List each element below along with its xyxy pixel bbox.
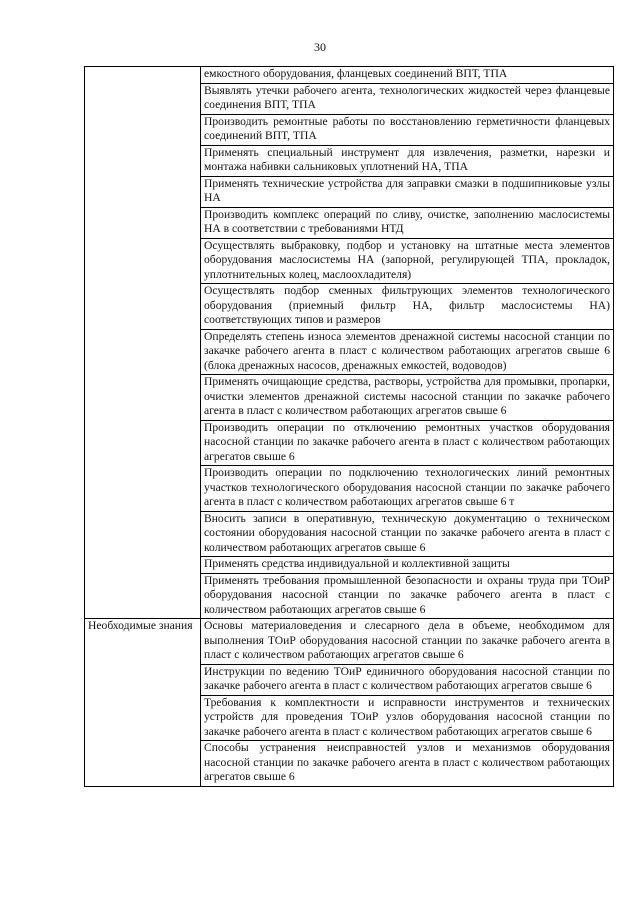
page-number: 30	[314, 40, 326, 54]
skills-item: Применять требования промышленной безопасности и охраны труда при ТОиР оборудования насосной станции по закачке рабочего агента в пласт с количеством работающих агрегатов свыше 6	[201, 573, 614, 619]
skills-item: Вносить записи в оперативную, техническую документацию о техническом состоянии оборудования насосной станции по закачке рабочего агента в пласт с количеством работающих агрегатов свыше 6	[201, 511, 614, 557]
skills-item: емкостного оборудования, фланцевых соединений ВПТ, ТПА	[201, 67, 614, 84]
skills-item: Применять очищающие средства, растворы, устройства для промывки, пропарки, очистки элементов дренажной системы насосной станции по закачке рабочего агента в пласт с количеством работающих агрегатов свыше 6	[201, 375, 614, 421]
skills-item: Применять технические устройства для заправки смазки в подшипниковые узлы НА	[201, 176, 614, 207]
skills-item: Производить ремонтные работы по восстановлению герметичности фланцевых соединений ВПТ, ТПА	[201, 114, 614, 145]
skills-item: Выявлять утечки рабочего агента, технологических жидкостей через фланцевые соединения ВПТ, ТПА	[201, 83, 614, 114]
skills-item: Производить операции по отключению ремонтных участков оборудования насосной станции по закачке рабочего агента в пласт с количеством работающих агрегатов свыше 6	[201, 420, 614, 466]
skills-label	[85, 67, 201, 619]
knowledge-label: Необходимые знания	[85, 619, 201, 787]
requirements-table	[84, 66, 614, 787]
knowledge-item: Требования к комплектности и исправности инструментов и технических устройств для проведения ТОиР узлов оборудования насосной станции по закачке рабочего агента в пласт с количеством работающих агрегатов свыше 6	[201, 695, 614, 741]
skills-row	[85, 67, 614, 84]
requirements-table-body	[85, 67, 614, 787]
knowledge-item: Инструкции по ведению ТОиР единичного оборудования насосной станции по закачке рабочего агента в пласт с количеством работающих агрегатов свыше 6	[201, 664, 614, 695]
knowledge-item: Основы материаловедения и слесарного дела в объеме, необходимом для выполнения ТОиР оборудования насосной станции по закачке рабочего агента в пласт с количеством работающих агрегатов свыше 6	[201, 619, 614, 665]
skills-item: Применять специальный инструмент для извлечения, разметки, нарезки и монтажа набивки сальниковых уплотнений НА, ТПА	[201, 145, 614, 176]
skills-item: Производить операции по подключению технологических линий ремонтных участков технологического оборудования насосной станции по закачке рабочего агента в пласт с количеством работающих агрегатов свыше 6 т	[201, 466, 614, 512]
skills-item: Осуществлять выбраковку, подбор и установку на штатные места элементов оборудования маслосистемы НА (запорной, регулирующей ТПА, прокладок, уплотнительных колец, маслоохладителя)	[201, 238, 614, 284]
skills-item: Осуществлять подбор сменных фильтрующих элементов технологического оборудования (приемный фильтр НА, фильтр маслосистемы НА) соответствующих типов и размеров	[201, 284, 614, 330]
skills-item: Производить комплекс операций по сливу, очистке, заполнению маслосистемы НА в соответствии с требованиями НТД	[201, 207, 614, 238]
skills-item: Определять степень износа элементов дренажной системы насосной станции по закачке рабочего агента в пласт с количеством работающих агрегатов свыше 6 (блока дренажных насосов, дренажных емкостей, водоводов)	[201, 329, 614, 375]
knowledge-row	[85, 619, 614, 665]
skills-item: Применять средства индивидуальной и коллективной защиты	[201, 557, 614, 574]
knowledge-item: Способы устранения неисправностей узлов и механизмов оборудования насосной станции по закачке рабочего агента в пласт с количеством работающих агрегатов свыше 6	[201, 741, 614, 787]
